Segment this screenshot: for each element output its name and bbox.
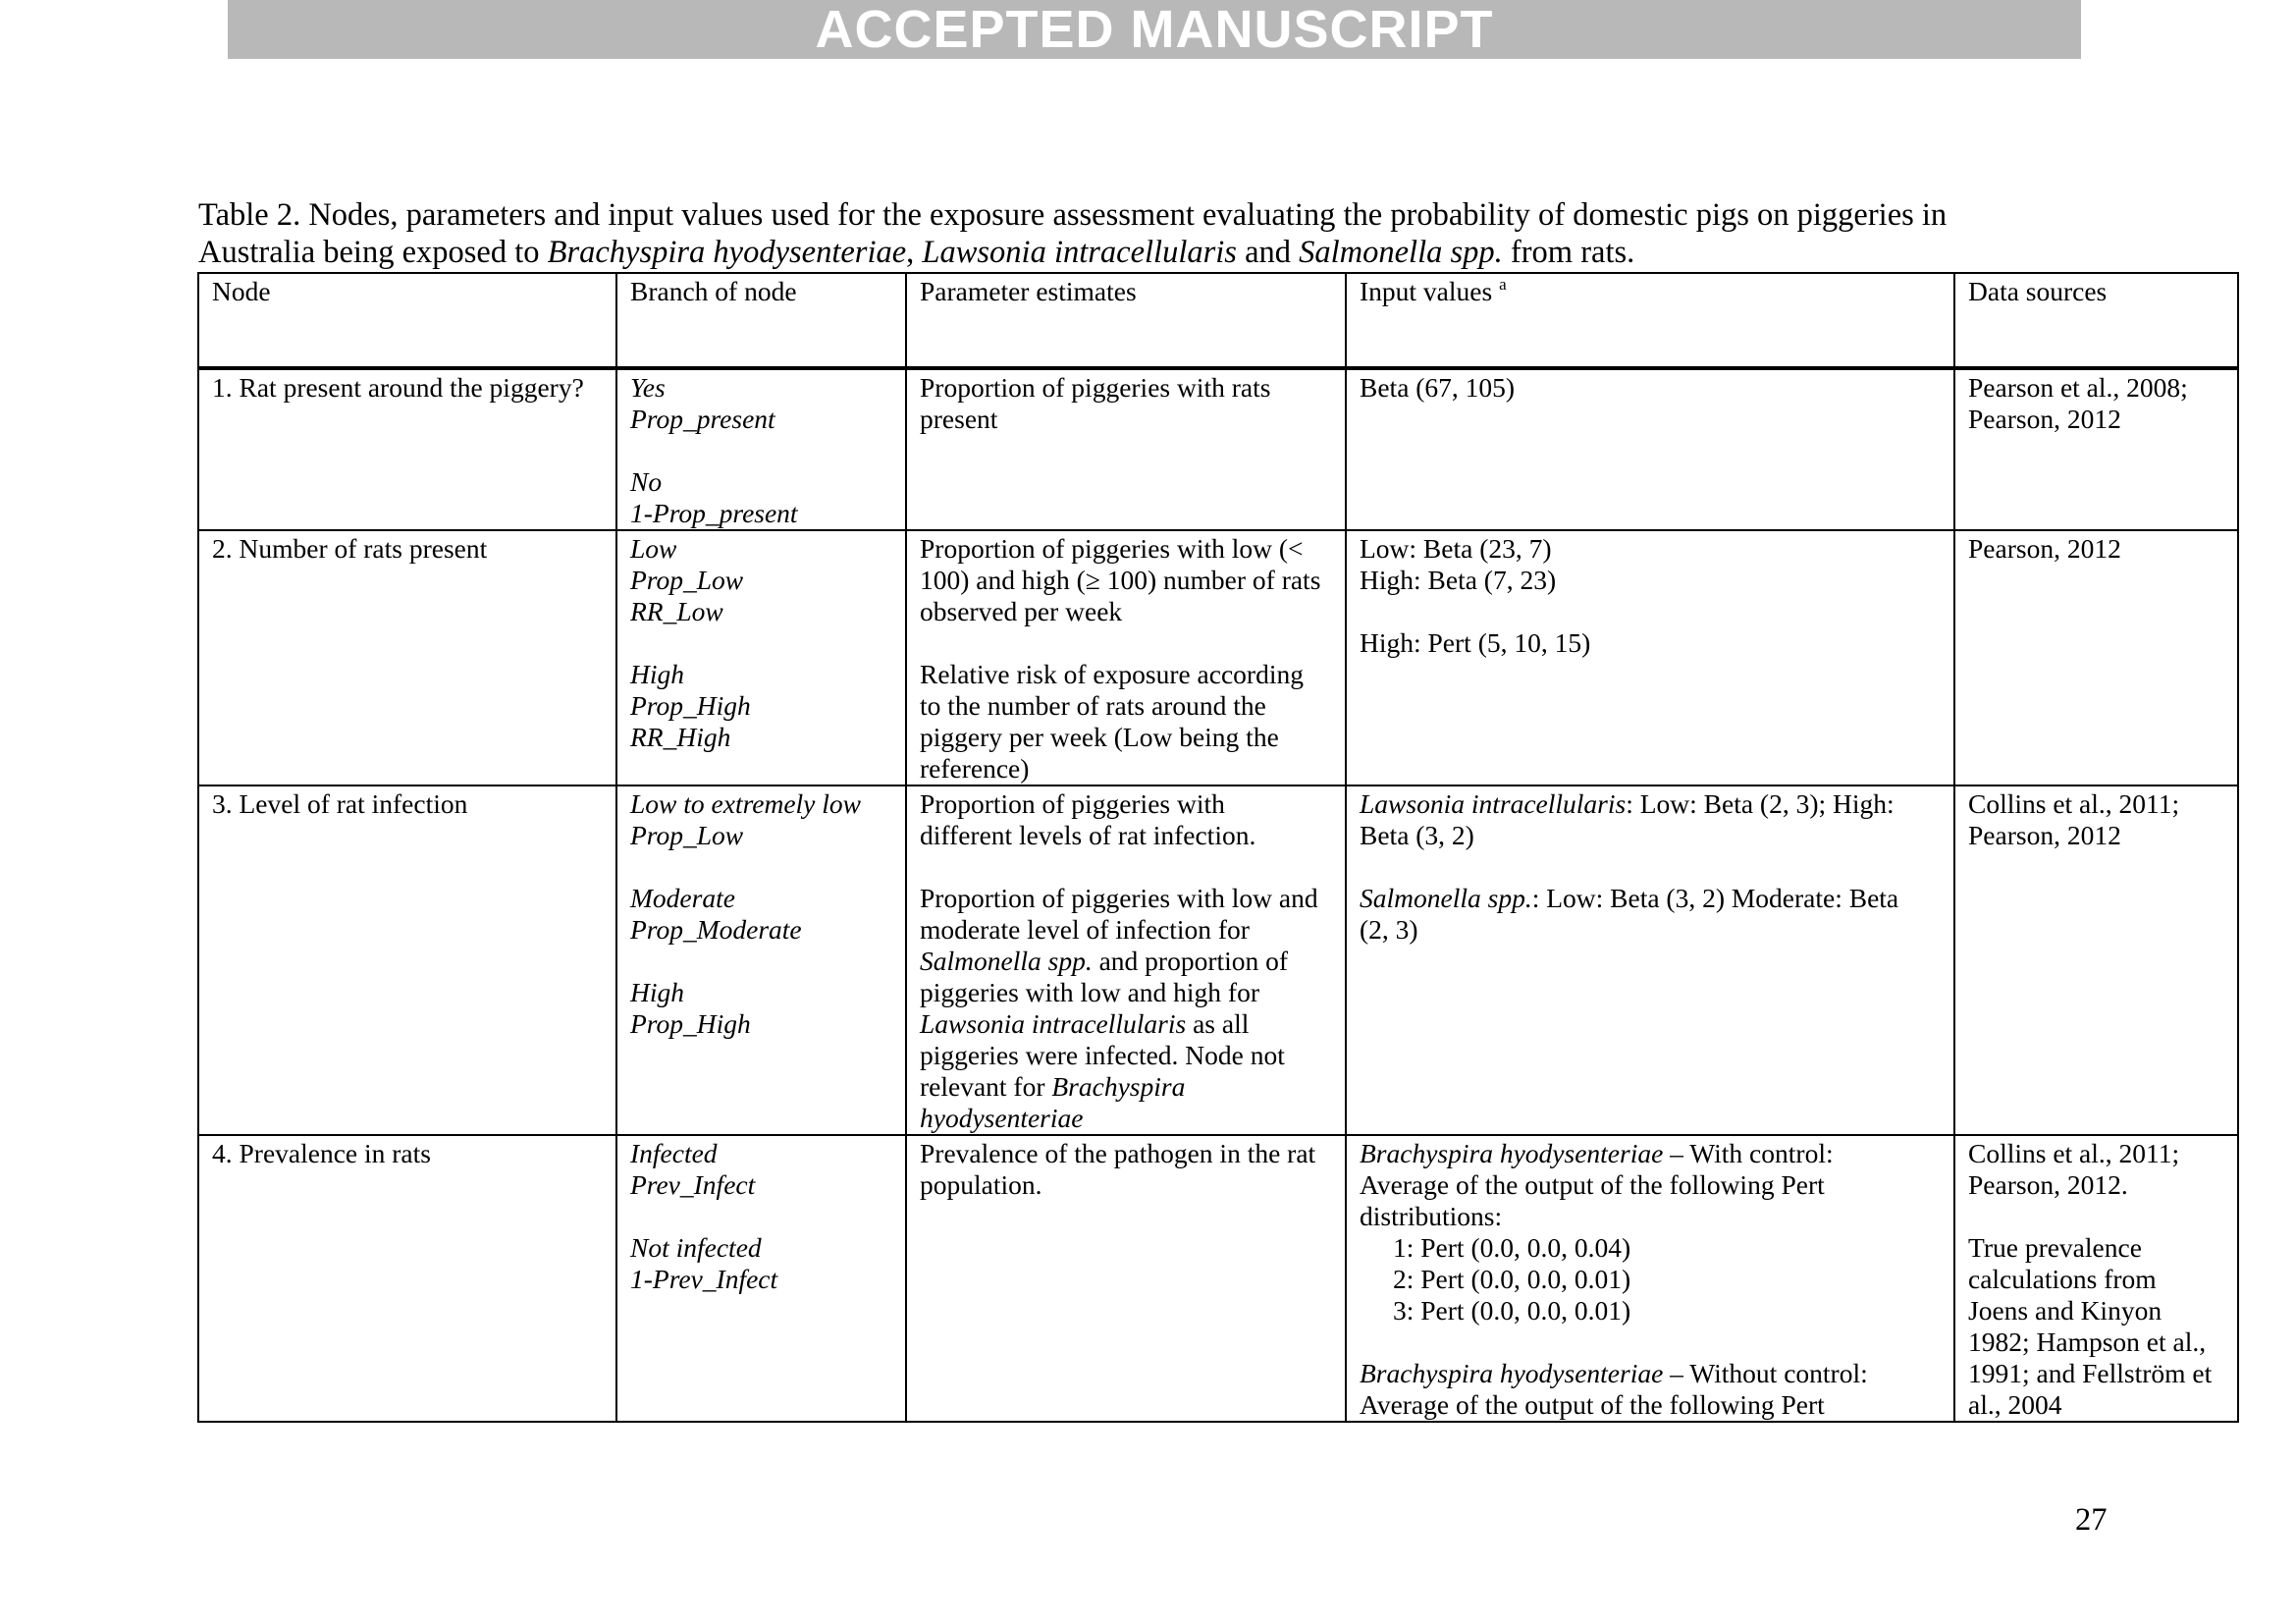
table-row bbox=[198, 530, 2238, 785]
species-name: Brachyspira bbox=[1051, 1071, 1186, 1102]
source-line: Collins et al., 2011; bbox=[1968, 1138, 2180, 1168]
input-line: Average of the output of the following Pert bbox=[1360, 1169, 1825, 1200]
parameter-cell bbox=[906, 530, 1346, 785]
input-text: : Low: Beta (2, 3); High: bbox=[1626, 788, 1895, 819]
source-cell bbox=[1954, 785, 2238, 1135]
branch-line: High bbox=[630, 977, 684, 1007]
branch-line: Prev_Infect bbox=[630, 1169, 756, 1200]
branch-line: High bbox=[630, 659, 684, 689]
input-cell bbox=[1346, 1135, 1954, 1422]
spacer bbox=[630, 946, 892, 977]
branch-line: 1-Prev_Infect bbox=[630, 1264, 778, 1294]
node-cell: 1. Rat present around the piggery? bbox=[198, 368, 616, 530]
footnote-marker: a bbox=[1499, 275, 1507, 294]
species-name: Brachyspira hyodysenteriae bbox=[1360, 1358, 1664, 1388]
source-line: Pearson, 2012 bbox=[1968, 820, 2121, 850]
branch-line: Moderate bbox=[630, 883, 735, 913]
parameter-line: Relative risk of exposure according bbox=[920, 659, 1304, 689]
node-cell: 3. Level of rat infection bbox=[198, 785, 616, 1135]
parameter-cell bbox=[906, 368, 1346, 530]
spacer bbox=[630, 627, 892, 659]
input-cell bbox=[1346, 530, 1954, 785]
parameter-line: Proportion of piggeries with low and bbox=[920, 883, 1318, 913]
caption-text: , bbox=[906, 235, 923, 270]
input-line: Average of the output of the following Pert bbox=[1360, 1389, 1825, 1420]
species-name: Salmonella spp. bbox=[1360, 883, 1532, 913]
source-line: Pearson, 2012. bbox=[1968, 1169, 2128, 1200]
input-cell bbox=[1346, 785, 1954, 1135]
branch-line: Infected bbox=[630, 1138, 718, 1168]
input-line: Beta (67, 105) bbox=[1360, 372, 1516, 403]
input-text: – Without control: bbox=[1663, 1358, 1868, 1388]
table-header-row bbox=[198, 273, 2238, 368]
branch-cell bbox=[616, 1135, 906, 1422]
species-name: Lawsonia intracellularis bbox=[1360, 788, 1627, 819]
caption-line-1: Table 2. Nodes, parameters and input values used for the exposure assessment evaluating the probability of domestic pigs on piggeries in bbox=[198, 197, 1948, 233]
parameter-line: Proportion of piggeries with bbox=[920, 788, 1225, 819]
spacer bbox=[630, 435, 892, 466]
branch-line: Prop_present bbox=[630, 404, 775, 434]
input-line: High: Beta (7, 23) bbox=[1360, 565, 1557, 595]
input-line bbox=[1360, 1138, 1941, 1169]
input-line: High: Pert (5, 10, 15) bbox=[1360, 627, 1591, 658]
spacer bbox=[630, 851, 892, 883]
source-line: 1991; and Fellström et bbox=[1968, 1358, 2213, 1388]
branch-line: Not infected bbox=[630, 1232, 762, 1263]
accepted-manuscript-banner bbox=[228, 0, 2081, 59]
species-name: Brachyspira hyodysenteriae bbox=[1360, 1138, 1664, 1168]
branch-line: Low to extremely low bbox=[630, 788, 861, 819]
input-line: 1: Pert (0.0, 0.0, 0.04) bbox=[1393, 1232, 1631, 1263]
input-cell bbox=[1346, 368, 1954, 530]
input-line: (2, 3) bbox=[1360, 914, 1418, 945]
parameter-line: to the number of rats around the bbox=[920, 690, 1266, 721]
parameter-line bbox=[920, 1008, 1332, 1040]
source-cell bbox=[1954, 1135, 2238, 1422]
source-line: Pearson, 2012 bbox=[1968, 533, 2121, 564]
header-input-values bbox=[1346, 273, 1954, 368]
caption-species: Lawsonia intracellularis bbox=[922, 235, 1237, 270]
species-name: Salmonella spp. bbox=[920, 946, 1093, 976]
table-row bbox=[198, 785, 2238, 1135]
banner-text: ACCEPTED MANUSCRIPT bbox=[815, 0, 1494, 59]
input-line: distributions: bbox=[1360, 1201, 1503, 1231]
spacer bbox=[1360, 851, 1941, 883]
input-line bbox=[1360, 1358, 1941, 1389]
parameter-line: 100) and high (≥ 100) number of rats bbox=[920, 565, 1321, 595]
exposure-assessment-table bbox=[197, 272, 2239, 1423]
source-line: Collins et al., 2011; bbox=[1968, 788, 2180, 819]
input-text: – With control: bbox=[1663, 1138, 1834, 1168]
parameter-line: different levels of rat infection. bbox=[920, 820, 1256, 850]
spacer bbox=[630, 1201, 892, 1232]
spacer bbox=[1360, 1326, 1941, 1358]
branch-line: Prop_Low bbox=[630, 565, 744, 595]
parameter-line: Proportion of piggeries with low (< bbox=[920, 533, 1304, 564]
input-line: 3: Pert (0.0, 0.0, 0.01) bbox=[1393, 1295, 1631, 1326]
source-cell bbox=[1954, 530, 2238, 785]
parameter-line: piggeries with low and high for bbox=[920, 977, 1259, 1007]
input-text: : Low: Beta (3, 2) Moderate: Beta bbox=[1531, 883, 1899, 913]
caption-text: and bbox=[1236, 235, 1300, 270]
input-line: Beta (3, 2) bbox=[1360, 820, 1474, 850]
branch-line: Prop_High bbox=[630, 1008, 751, 1039]
node-cell: 4. Prevalence in rats bbox=[198, 1135, 616, 1422]
source-line: True prevalence bbox=[1968, 1232, 2142, 1263]
parameter-text: as all bbox=[1186, 1008, 1250, 1039]
header-node: Node bbox=[198, 273, 616, 368]
source-line: Pearson et al., 2008; bbox=[1968, 372, 2188, 403]
spacer bbox=[920, 627, 1332, 659]
parameter-line: present bbox=[920, 404, 998, 434]
input-line bbox=[1360, 883, 1941, 914]
parameter-text: and proportion of bbox=[1092, 946, 1289, 976]
branch-cell bbox=[616, 530, 906, 785]
parameter-line: Proportion of piggeries with rats bbox=[920, 372, 1271, 403]
input-line bbox=[1360, 788, 1941, 820]
source-line: Joens and Kinyon bbox=[1968, 1295, 2163, 1326]
parameter-line: reference) bbox=[920, 753, 1030, 784]
parameter-line bbox=[920, 1071, 1332, 1103]
spacer bbox=[1360, 596, 1941, 627]
spacer bbox=[920, 851, 1332, 883]
branch-line: Prop_Moderate bbox=[630, 914, 802, 945]
node-cell: 2. Number of rats present bbox=[198, 530, 616, 785]
page-number: 27 bbox=[2075, 1502, 2108, 1538]
parameter-line: piggery per week (Low being the bbox=[920, 722, 1279, 752]
parameter-cell bbox=[906, 1135, 1346, 1422]
parameter-line bbox=[920, 946, 1332, 977]
branch-line: 1-Prop_present bbox=[630, 498, 798, 528]
branch-cell bbox=[616, 785, 906, 1135]
source-line: Pearson, 2012 bbox=[1968, 404, 2121, 434]
table-row bbox=[198, 368, 2238, 530]
parameter-line: piggeries were infected. Node not bbox=[920, 1040, 1285, 1070]
caption-line-2 bbox=[198, 234, 2122, 271]
caption-text: from rats. bbox=[1502, 235, 1635, 270]
input-line: 2: Pert (0.0, 0.0, 0.01) bbox=[1393, 1264, 1631, 1294]
parameter-cell bbox=[906, 785, 1346, 1135]
source-line: 1982; Hampson et al., bbox=[1968, 1326, 2207, 1357]
parameter-line: Prevalence of the pathogen in the rat bbox=[920, 1138, 1316, 1168]
parameter-line: population. bbox=[920, 1169, 1042, 1200]
source-line: al., 2004 bbox=[1968, 1389, 2062, 1420]
branch-line: Prop_Low bbox=[630, 820, 744, 850]
header-branch: Branch of node bbox=[616, 273, 906, 368]
parameter-line: observed per week bbox=[920, 596, 1123, 626]
spacer bbox=[1968, 1201, 2224, 1232]
species-name: hyodysenteriae bbox=[920, 1103, 1084, 1133]
parameter-line bbox=[920, 1103, 1332, 1134]
branch-line: RR_High bbox=[630, 722, 731, 752]
header-parameter-estimates: Parameter estimates bbox=[906, 273, 1346, 368]
branch-line: RR_Low bbox=[630, 596, 723, 626]
species-name: Lawsonia intracellularis bbox=[920, 1008, 1187, 1039]
branch-line: Prop_High bbox=[630, 690, 751, 721]
caption-species: Brachyspira hyodysenteriae bbox=[547, 235, 907, 270]
branch-cell bbox=[616, 368, 906, 530]
branch-line: No bbox=[630, 466, 663, 497]
input-line: Low: Beta (23, 7) bbox=[1360, 533, 1552, 564]
source-cell bbox=[1954, 368, 2238, 530]
table-caption bbox=[198, 196, 2122, 271]
branch-line: Low bbox=[630, 533, 677, 564]
parameter-line: moderate level of infection for bbox=[920, 914, 1250, 945]
source-line: calculations from bbox=[1968, 1264, 2157, 1294]
branch-line: Yes bbox=[630, 372, 666, 403]
caption-text: Australia being exposed to bbox=[198, 235, 548, 270]
table-row bbox=[198, 1135, 2238, 1422]
parameter-text: relevant for bbox=[920, 1071, 1052, 1102]
caption-species: Salmonella spp. bbox=[1299, 235, 1503, 270]
header-data-sources: Data sources bbox=[1954, 273, 2238, 368]
header-input-label: Input values bbox=[1360, 276, 1493, 306]
